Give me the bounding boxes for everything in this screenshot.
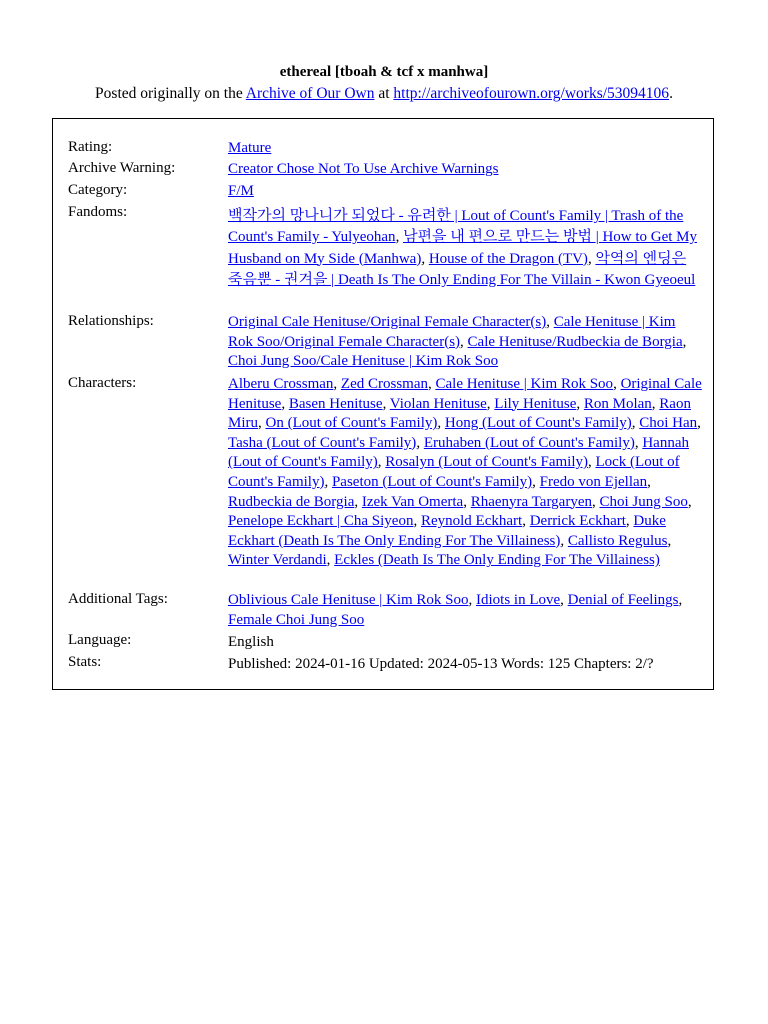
tag-separator: ,	[613, 376, 621, 392]
work-url-link[interactable]: http://archiveofourown.org/works/53094106	[393, 85, 670, 102]
tag-separator: ,	[437, 415, 445, 432]
tag-link[interactable]: Hannah (Lout of Count's Family)	[228, 434, 689, 471]
tag-link[interactable]: Cale Henituse | Kim Rok Soo/Original Female Character(s)	[228, 314, 676, 350]
tag-link[interactable]: Duke Eckhart (Death Is The Only Ending For The Villainess)	[228, 513, 666, 549]
tag-link[interactable]: Callisto Regulus	[567, 532, 668, 549]
tag-separator: ,	[591, 493, 600, 510]
tag-link[interactable]: Cale Henituse | Kim Rok Soo	[435, 376, 614, 392]
tag-link[interactable]: F/M	[228, 183, 254, 199]
category-tags	[228, 182, 703, 202]
tag-separator: ,	[651, 395, 660, 412]
tag-link[interactable]: Rhaenyra Targaryen	[470, 493, 592, 510]
characters-label: Characters:	[68, 375, 137, 391]
tag-link[interactable]: Paseton (Lout of Count's Family)	[331, 473, 533, 490]
tag-link[interactable]: Zed Crossman	[340, 376, 428, 392]
work-meta-box	[52, 118, 714, 690]
tag-separator: ,	[678, 592, 683, 608]
tag-link[interactable]: Raon Miru	[228, 395, 691, 432]
tag-separator: ,	[324, 473, 332, 490]
posted-line	[0, 83, 768, 104]
tag-separator: ,	[463, 493, 471, 510]
tag-separator: ,	[382, 395, 390, 412]
tag-separator: ,	[460, 333, 468, 350]
tag-link[interactable]: Eruhaben (Lout of Count's Family)	[423, 434, 635, 451]
tag-link[interactable]: Reynold Eckhart	[420, 513, 523, 530]
archive-link[interactable]: Archive of Our Own	[245, 85, 375, 102]
work-title: ethereal [tboah & tcf x manhwa]	[279, 64, 489, 80]
tag-link[interactable]: Rosalyn (Lout of Count's Family)	[385, 454, 588, 471]
additional-tags-label: Additional Tags:	[68, 591, 168, 607]
stats-value: Published: 2024-01-16 Updated: 2024-05-13 Words: 125 Chapters: 2/?	[228, 656, 654, 672]
fandoms-label: Fandoms:	[68, 204, 128, 220]
tag-separator: ,	[395, 229, 404, 246]
at-text: at	[378, 85, 390, 102]
tag-separator: ,	[377, 454, 386, 471]
archive-warning-label: Archive Warning:	[68, 160, 176, 176]
tag-separator: ,	[281, 395, 289, 412]
tag-separator: ,	[326, 552, 335, 569]
tag-link[interactable]: Creator Chose Not To Use Archive Warnings	[228, 161, 499, 177]
tag-link[interactable]: Original Cale Henituse/Original Female Character(s)	[228, 314, 547, 330]
tag-link[interactable]: Rudbeckia de Borgia	[228, 493, 355, 510]
tag-separator: ,	[687, 493, 692, 510]
tag-separator: ,	[634, 434, 643, 451]
rating-label: Rating:	[68, 139, 113, 155]
posted-prefix: Posted originally on the	[95, 85, 243, 102]
tag-separator: ,	[576, 395, 584, 412]
tag-separator: ,	[682, 333, 687, 350]
period: .	[669, 85, 673, 102]
fandoms-tags	[228, 206, 703, 291]
language-value: English	[228, 634, 274, 650]
tag-link[interactable]: Izek Van Omerta	[361, 493, 464, 510]
tag-separator: ,	[647, 473, 651, 490]
tag-separator: ,	[427, 376, 436, 392]
category-label: Category:	[68, 182, 128, 198]
tag-link[interactable]: Violan Henituse	[389, 395, 487, 412]
tag-separator: ,	[413, 513, 421, 530]
tag-separator: ,	[697, 415, 701, 432]
tag-separator: ,	[532, 473, 540, 490]
additional-tags-list	[228, 591, 703, 630]
tag-separator: ,	[546, 314, 554, 330]
tag-link[interactable]: Denial of Feelings	[567, 592, 679, 608]
tag-link[interactable]: House of the Dragon (TV)	[428, 250, 588, 267]
archive-warning-tags	[228, 160, 703, 180]
tag-link[interactable]: Basen Henituse	[288, 395, 383, 412]
tag-separator: ,	[421, 250, 429, 267]
tag-separator: ,	[587, 250, 596, 267]
tag-link[interactable]: Idiots in Love	[476, 592, 561, 608]
tag-link[interactable]: Tasha (Lout of Count's Family)	[228, 434, 417, 451]
tag-separator: ,	[522, 513, 530, 530]
tag-separator: ,	[560, 532, 568, 549]
tag-link[interactable]: Lock (Lout of Count's Family)	[228, 454, 680, 490]
tag-link[interactable]: Derrick Eckhart	[529, 513, 626, 530]
tag-link[interactable]: Oblivious Cale Henituse | Kim Rok Soo	[228, 592, 469, 608]
stats-label: Stats:	[68, 654, 102, 670]
tag-link[interactable]: Penelope Eckhart | Cha Siyeon	[228, 513, 414, 530]
tag-link[interactable]: On (Lout of Count's Family)	[265, 415, 438, 432]
tag-separator: ,	[468, 592, 476, 608]
tag-separator: ,	[333, 376, 341, 392]
tag-link[interactable]: Hong (Lout of Count's Family)	[444, 415, 632, 432]
relationships-label: Relationships:	[68, 313, 154, 329]
tag-link[interactable]: Choi Han	[639, 415, 698, 432]
tag-link[interactable]: Eckles (Death Is The Only Ending For The Villainess)	[334, 552, 660, 569]
tag-separator: ,	[560, 592, 568, 608]
tag-separator: ,	[631, 415, 640, 432]
tag-separator: ,	[258, 415, 266, 432]
relationships-tags	[228, 313, 703, 372]
tag-separator: ,	[587, 454, 596, 471]
tag-separator: ,	[486, 395, 495, 412]
tag-link[interactable]: Fredo von Ejellan	[539, 473, 648, 490]
tag-separator: ,	[625, 513, 634, 530]
language-label: Language:	[68, 632, 132, 648]
tag-separator: ,	[354, 493, 362, 510]
tag-link[interactable]: Female Choi Jung Soo	[228, 611, 365, 628]
tag-link[interactable]: 남편을 내 편으로 만드는 방법 | How to Get My Husband on My Side (Manhwa)	[228, 229, 698, 267]
tag-link[interactable]: Mature	[228, 140, 272, 156]
tag-link[interactable]: 악역의 엔딩은 죽음뿐 - 권겨을 | Death Is The Only Ending For The Villain - Kwon Gyeoeul	[228, 250, 696, 288]
tag-link[interactable]: Lily Henituse	[494, 395, 577, 412]
tag-link[interactable]: 백작가의 망나니가 되었다 - 유려한 | Lout of Count's Family | Trash of the Count's Family - Yulyeohan	[228, 208, 684, 246]
tag-link[interactable]: Winter Verdandi	[228, 552, 327, 569]
tag-link[interactable]: Original Cale Henituse	[228, 376, 702, 412]
work-header	[0, 62, 768, 104]
tag-link[interactable]: Choi Jung Soo	[599, 493, 688, 510]
characters-tags	[228, 375, 703, 571]
tag-separator: ,	[416, 434, 424, 451]
tag-link[interactable]: Choi Jung Soo/Cale Henituse | Kim Rok Soo	[228, 353, 499, 370]
rating-tags	[228, 139, 703, 159]
tag-link[interactable]: Alberu Crossman	[228, 376, 334, 392]
tag-link[interactable]: Ron Molan	[583, 395, 652, 412]
tag-separator: ,	[667, 532, 672, 549]
tag-link[interactable]: Cale Henituse/Rudbeckia de Borgia	[467, 333, 683, 350]
